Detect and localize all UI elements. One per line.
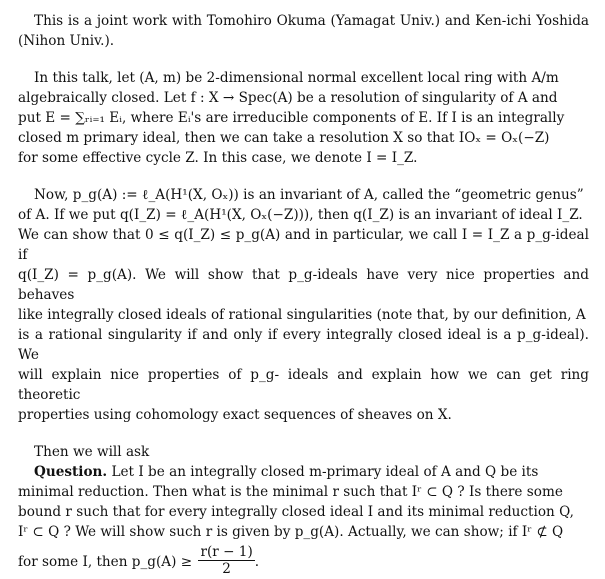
genus-paragraph: [18, 185, 589, 425]
genus-line-1: Now, p_g(A) := ℓ_A(H¹(X, Oₓ)) is an invariant of A, called the “geometric genus”: [34, 187, 584, 203]
genus-line-4: q(I_Z) = p_g(A). We will show that p_g-ideals have very nice properties and behaves: [18, 267, 589, 303]
question-line-3: bound r such that for every integrally closed ideal I and its minimal reduction Q,: [18, 504, 574, 520]
intro-paragraph: [18, 11, 589, 51]
talk-line-3: put E = ∑ᵣᵢ₌₁ Eᵢ, where Eᵢ's are irreducible components of E. If I is an integrally: [18, 110, 565, 126]
question-label: Question.: [34, 464, 108, 480]
talk-line-4: closed m primary ideal, then we can take a resolution X so that IOₓ = Oₓ(−Z): [18, 130, 550, 146]
talk-line-2: algebraically closed. Let f : X → Spec(A) be a resolution of singularity of A and: [18, 90, 558, 106]
intro-text: This is a joint work with Tomohiro Okuma (Yamagat Univ.) and Ken-ichi Yoshida (Nihon Univ.).: [18, 13, 589, 49]
question-line-5: for some I, then p_g(A) ≥ $\frac{r(r - 1)}{2}$ .: [18, 544, 260, 577]
talk-line-1: In this talk, let (A, m) be 2-dimensional normal excellent local ring with A/m: [34, 70, 559, 86]
talk-line-5: for some effective cycle Z. In this case, we denote I = I_Z.: [18, 150, 418, 166]
genus-line-7: will explain nice properties of p_g- ideals and explain how we can get ring theoretic: [18, 367, 589, 403]
question-line-1: Question. Let I be an integrally closed m-primary ideal of A and Q be its: [34, 464, 539, 480]
genus-line-6: is a rational singularity if and only if every integrally closed ideal is a p_g-ideal). We: [18, 327, 589, 363]
question-line-2: minimal reduction. Then what is the minimal r such that Iʳ ⊂ Q ? Is there some: [18, 484, 563, 500]
fraction: [198, 544, 254, 577]
genus-line-5: like integrally closed ideals of rational singularities (note that, by our definition, A: [18, 307, 586, 323]
final-period: .: [254, 554, 260, 570]
talk-paragraph: [18, 68, 589, 168]
fraction-numerator: r(r − 1): [200, 544, 253, 560]
question-line-4: Iʳ ⊂ Q ? We will show such r is given by p_g(A). Actually, we can show; if Iʳ ⊄ Q: [18, 524, 564, 540]
genus-line-3: We can show that 0 ≤ q(I_Z) ≤ p_g(A) and in particular, we call I = I_Z a p_g-ideal if: [18, 227, 589, 263]
genus-line-2: of A. If we put q(I_Z) = ℓ_A(H¹(X, Oₓ(−Z))), then q(I_Z) is an invariant of ideal I_Z.: [18, 207, 583, 223]
genus-line-8: properties using cohomology exact sequences of sheaves on X.: [18, 407, 452, 423]
fraction-denominator: 2: [222, 561, 231, 577]
question-paragraph: [18, 442, 589, 579]
question-intro: Then we will ask: [34, 444, 150, 460]
